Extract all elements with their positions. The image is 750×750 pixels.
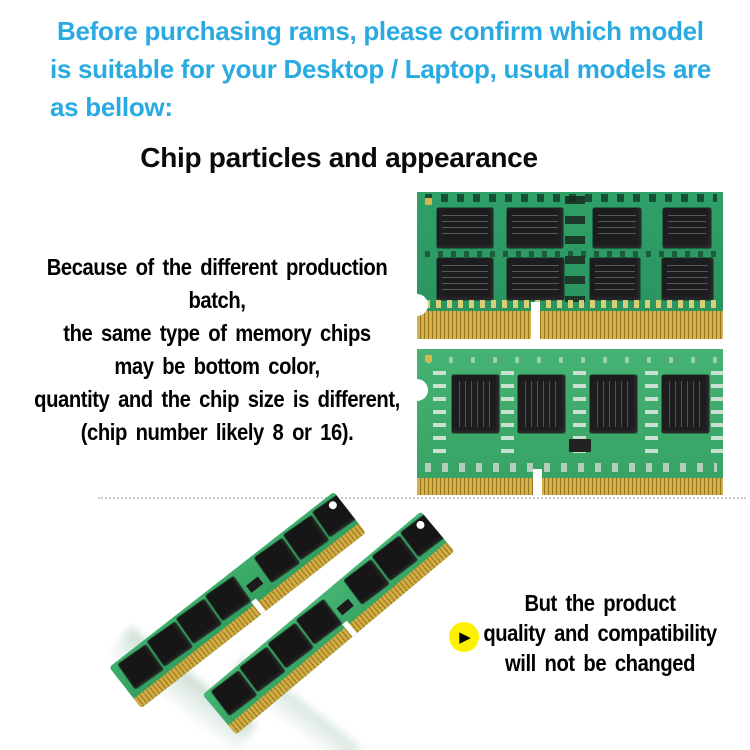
- photo-dotted-border: [98, 497, 746, 499]
- section-title: Chip particles and appearance: [140, 142, 538, 173]
- paragraph-line: (chip number likely 8 or 16).: [80, 419, 354, 445]
- resistor-cluster: [433, 371, 446, 457]
- memory-chip: [518, 375, 565, 433]
- memory-chip: [507, 258, 564, 300]
- sodimm-photo-top: [417, 192, 723, 339]
- memory-chip: [663, 208, 711, 248]
- paragraph-line: quantity and the chip size is different,: [34, 386, 400, 412]
- memory-chip: [507, 208, 563, 248]
- resistor-cluster: [645, 371, 658, 457]
- solder-pads-row: [425, 463, 717, 472]
- play-icon: ▶: [459, 628, 471, 646]
- note-line: quality and compatibility: [483, 620, 717, 646]
- spd-chip: [246, 576, 263, 592]
- memory-chip: [437, 258, 493, 300]
- note-line: But the product: [524, 590, 676, 616]
- header-line: is suitable for your Desktop / Laptop, usual models are: [50, 54, 712, 84]
- header-note: [50, 12, 711, 126]
- note-line: will not be changed: [505, 650, 695, 676]
- solder-dot: [425, 355, 432, 362]
- paragraph-line: the same type of memory chips: [63, 320, 371, 346]
- pin-notch: [531, 302, 540, 339]
- memory-chip: [590, 258, 640, 300]
- spd-chip: [569, 439, 591, 452]
- solder-dot: [425, 198, 432, 205]
- solder-pads-row: [425, 300, 717, 308]
- quality-note: [472, 588, 727, 678]
- memory-chip: [662, 375, 709, 433]
- gold-pin-edge: [417, 311, 723, 339]
- header-line: as bellow:: [50, 92, 173, 122]
- memory-chip: [593, 208, 641, 248]
- pin-notch: [342, 621, 357, 637]
- sodimm-photo-bottom: [417, 349, 723, 495]
- pin-notch: [533, 469, 542, 495]
- memory-chip: [590, 375, 637, 433]
- spd-component-column: [565, 196, 585, 302]
- paragraph-line: Because of the different production batch,: [46, 254, 388, 313]
- gold-pin-edge: [417, 478, 723, 495]
- spd-chip: [337, 599, 354, 616]
- memory-chip: [662, 258, 713, 300]
- header-line: Before purchasing rams, please confirm which model: [57, 16, 704, 46]
- production-batch-paragraph: [26, 251, 408, 449]
- side-notch: [417, 379, 428, 401]
- memory-chip: [437, 208, 493, 248]
- resistor-cluster: [711, 371, 723, 457]
- paragraph-line: may be bottom color,: [114, 353, 320, 379]
- resistor-cluster: [501, 371, 514, 457]
- memory-chip: [452, 375, 499, 433]
- pin-notch: [251, 598, 266, 614]
- component-row: [427, 357, 717, 363]
